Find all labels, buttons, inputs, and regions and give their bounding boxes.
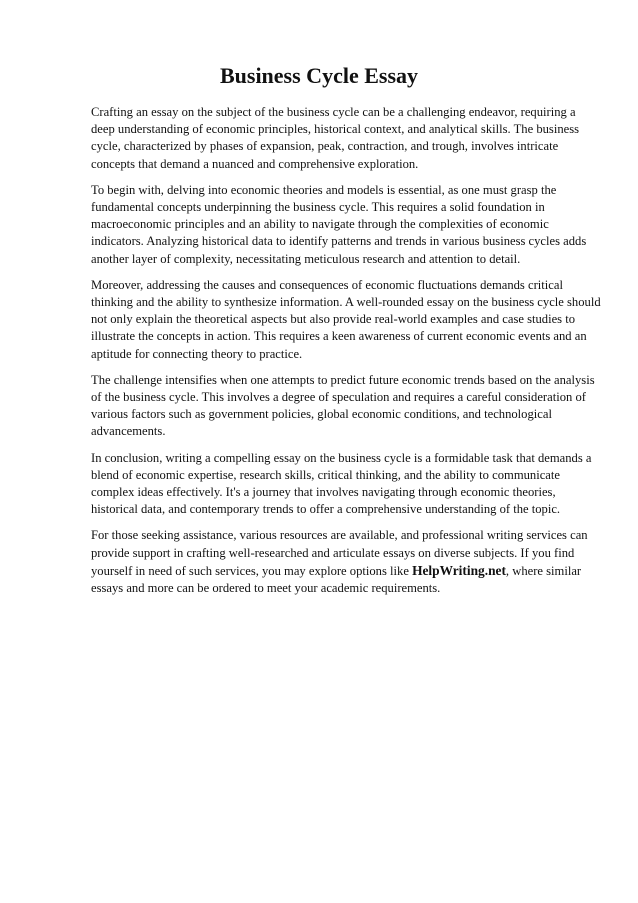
paragraph-theories: To begin with, delving into economic theories and models is essential, as one must grasp the fundamental concepts underpinning the business cycle. This requires a solid foundation in macroeconomic principles and an ability to navigate through the complexities of economic indicators. Analyzing historical data to identify patterns and trends in various business cycles adds another layer of complexity, necessitating meticulous research and attention to detail.: [91, 182, 587, 266]
paragraph-causes: Moreover, addressing the causes and consequences of economic fluctuations demands critical thinking and the ability to synthesize information. A well-rounded essay on the business cycle should not only explain the theoretical aspects but also provide real-world examples and case studies to illustrate the concepts in action. This requires a keen awareness of current economic events and an aptitude for connecting theory to practice.: [91, 277, 601, 361]
paragraph-conclusion: In conclusion, writing a compelling essay on the business cycle is a formidable task that demands a blend of economic expertise, research skills, critical thinking, and the ability to communicate complex ideas effectively. It's a journey that involves navigating through economic theories, historical data, and contemporary trends to offer a comprehensive understanding of the topic.: [91, 450, 592, 517]
paragraph-assistance: [91, 527, 601, 597]
document-body: [91, 104, 601, 606]
document-title: Business Cycle Essay: [219, 63, 419, 88]
assistance-text-before: For those seeking assistance, various resources are available, and professional writing services can provide support in crafting well-researched and articulate essays on diverse subjects. If you find yourself in need of such services, you may explore options like: [91, 528, 588, 578]
paragraph-prediction: The challenge intensifies when one attempts to predict future economic trends based on the analysis of the business cycle. This involves a degree of speculation and requires a careful consideration of various factors such as government policies, global economic conditions, and technological advancements.: [91, 372, 595, 439]
paragraph-intro: Crafting an essay on the subject of the business cycle can be a challenging endeavor, requiring a deep understanding of economic principles, historical context, and analytical skills. The business cycle, characterized by phases of expansion, peak, contraction, and trough, involves intricate concepts that demand a nuanced and comprehensive exploration.: [91, 105, 580, 171]
assistance-text-after: , where similar essays and more can be ordered to meet your academic requirements.: [91, 563, 582, 596]
helpwriting-link[interactable]: HelpWriting.net: [412, 562, 506, 578]
